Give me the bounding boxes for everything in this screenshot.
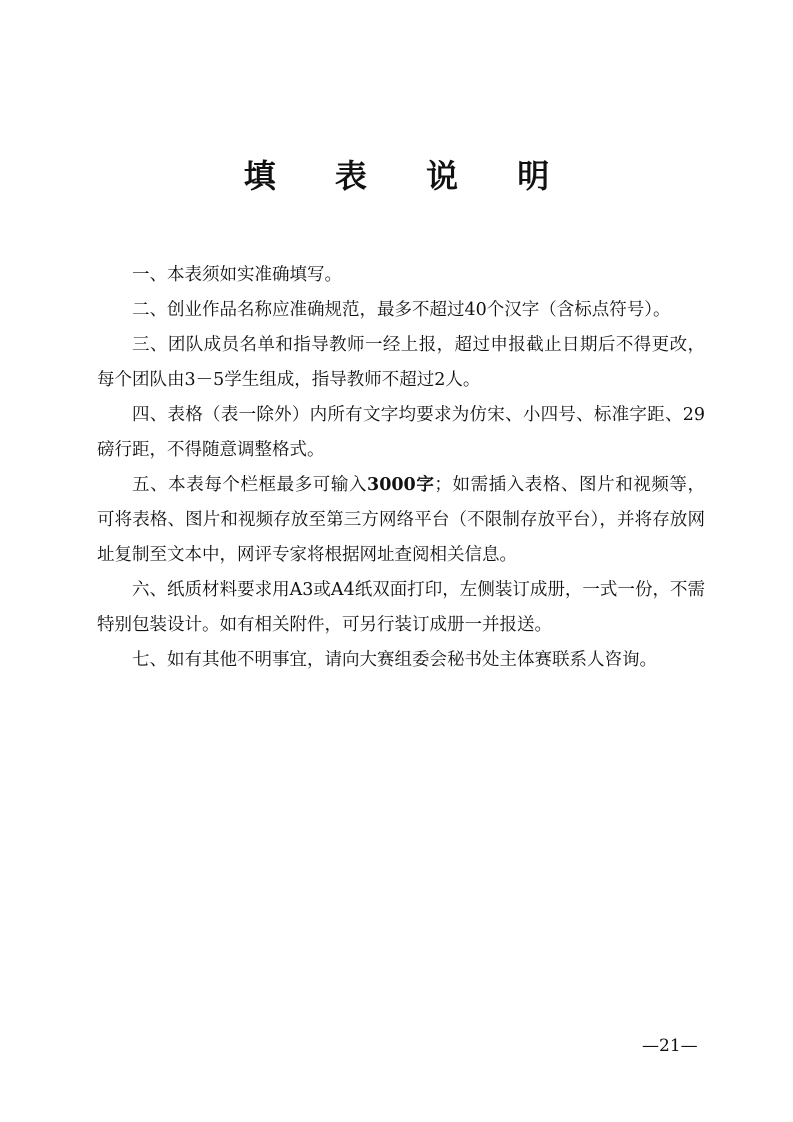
page-number: —21— xyxy=(642,1036,698,1056)
instruction-item-2: 二、创业作品名称应准确规范，最多不超过40个汉字（含标点符号）。 xyxy=(132,300,671,320)
page-title: 填 表 说 明 xyxy=(243,157,574,195)
instructions-body xyxy=(97,258,705,678)
instruction-item-5-post: ；如需插入表格、图片和视频等，可将表格、图片和视频存放至第三方网络平台（不限制存放平台），并将存放网址复制至文本中，网评专家将根据网址查阅相关信息。 xyxy=(97,475,706,565)
instruction-item-3: 三、团队成员名单和指导教师一经上报，超过申报截止日期后不得更改，每个团队由3－5学生组成，指导教师不超过2人。 xyxy=(97,335,705,390)
instruction-item-6: 六、纸质材料要求用A3或A4纸双面打印，左侧装订成册，一式一份，不需特别包装设计。如有相关附件，可另行装订成册一并报送。 xyxy=(97,580,705,635)
instruction-item-7: 七、如有其他不明事宜，请向大赛组委会秘书处主体赛联系人咨询。 xyxy=(132,650,657,670)
instruction-item-4: 四、表格（表一除外）内所有文字均要求为仿宋、小四号、标准字距、29磅行距，不得随意调整格式。 xyxy=(97,405,705,460)
instruction-item-5-pre: 五、本表每个栏框最多可输入 xyxy=(132,475,368,495)
instruction-item-1: 一、本表须如实准确填写。 xyxy=(132,265,342,285)
instruction-item-5-char-limit: 3000字 xyxy=(367,475,435,495)
instruction-item-5 xyxy=(97,468,705,573)
